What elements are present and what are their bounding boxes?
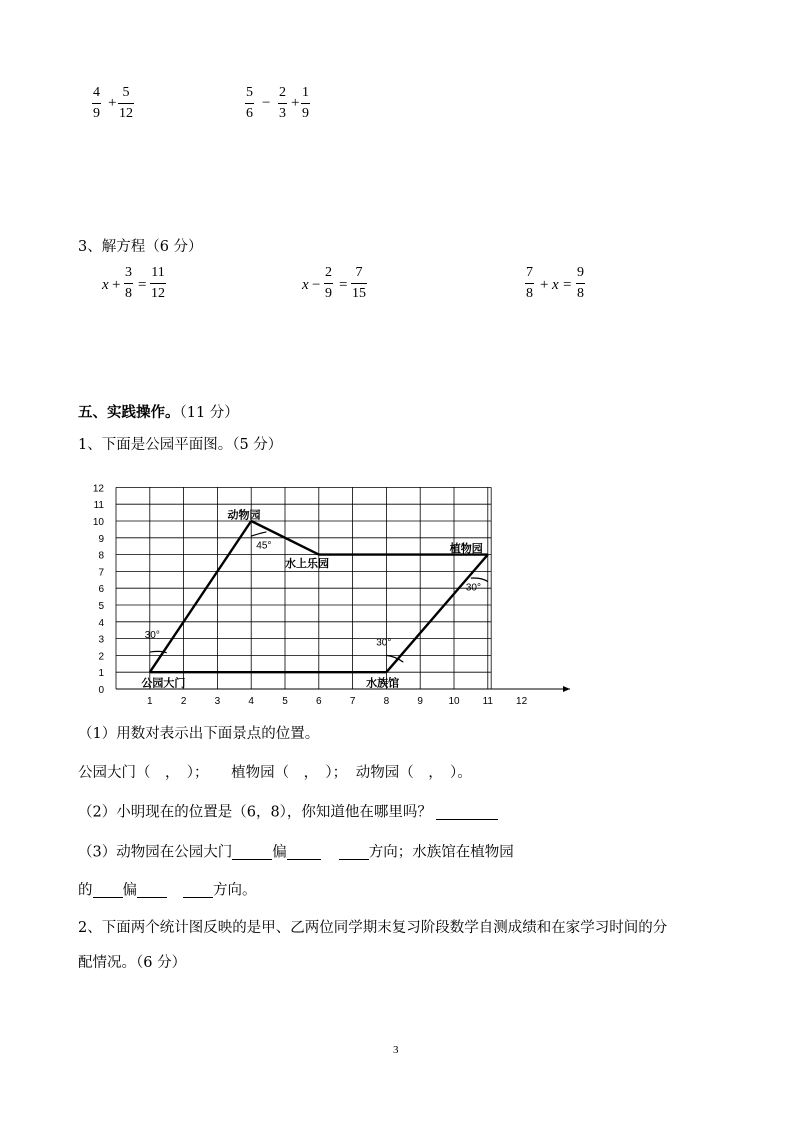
sub-question-2 <box>78 805 498 820</box>
fraction: $\frac{11}{12}$ <box>151 265 165 301</box>
answer-blank[interactable] <box>93 883 123 898</box>
fraction: $\frac{9}{8}$ <box>577 265 584 301</box>
place-label: 水族馆 <box>366 677 400 690</box>
y-tick-label: 2 <box>98 651 104 663</box>
y-tick-label: 8 <box>98 550 104 562</box>
place-label: 植物园 <box>449 543 483 556</box>
park-map-chart <box>80 470 580 710</box>
botanical-garden-coordinate-label: 植物园（ ， ）； <box>231 765 348 781</box>
fraction: $\frac{5}{6}$ <box>246 85 253 121</box>
sub-question-2-text: （2）小明现在的位置是（6，8），你知道他在哪里吗？ <box>78 804 432 821</box>
x-tick-label: 6 <box>316 696 322 707</box>
direction-word: 偏 <box>122 882 137 899</box>
angle-label: 30° <box>376 637 392 649</box>
operator: + <box>291 95 300 111</box>
x-tick-label: 4 <box>248 696 254 707</box>
variable: x <box>302 277 309 293</box>
y-tick-label: 9 <box>98 533 104 545</box>
operator: − <box>262 95 271 111</box>
sub-question-3-text-2: 方向；水族馆在植物园 <box>368 844 514 861</box>
angle-arc <box>471 578 488 582</box>
sub-question-3b-text-2: 方向。 <box>213 882 257 899</box>
x-tick-label: 1 <box>147 696 153 707</box>
x-tick-label: 9 <box>417 696 423 707</box>
equals: = <box>339 277 348 293</box>
problem-1-title: 1、下面是公园平面图。（5 分） <box>78 437 283 453</box>
fraction: $\frac{4}{9}$ <box>93 85 100 121</box>
y-tick-label: 6 <box>98 584 104 596</box>
x-tick-label: 12 <box>516 696 528 707</box>
sub-question-1: （1）用数对表示出下面景点的位置。 <box>78 726 320 742</box>
operator: + <box>540 277 549 293</box>
y-tick-label: 11 <box>93 500 104 512</box>
problem-2-line-2: 配情况。（6 分） <box>78 955 187 971</box>
sub-question-3 <box>78 845 514 860</box>
zoo-coordinate-label: 动物园（ ， ）。 <box>355 765 472 781</box>
x-tick-label: 10 <box>448 696 460 707</box>
sub-question-3b-text: 的 <box>78 882 93 899</box>
route-segment <box>386 555 487 673</box>
fraction: $\frac{7}{15}$ <box>352 265 366 301</box>
fraction: $\frac{1}{9}$ <box>302 85 309 121</box>
answer-blank[interactable] <box>232 845 272 860</box>
operator: + <box>112 277 121 293</box>
fraction: $\frac{5}{12}$ <box>119 85 133 121</box>
angle-label: 45° <box>256 540 272 552</box>
x-tick-label: 3 <box>214 696 221 707</box>
angle-label: 30° <box>144 629 160 641</box>
route-segment <box>150 521 251 672</box>
x-tick-label: 7 <box>349 696 356 707</box>
place-label: 动物园 <box>227 509 261 522</box>
section-5-score: （11 分） <box>179 405 239 421</box>
place-label: 公园大门 <box>141 677 186 690</box>
sub-question-3-text: （3）动物园在公园大门 <box>78 844 233 861</box>
x-tick-label: 8 <box>383 696 390 707</box>
sub-question-1-line <box>78 766 472 781</box>
operator: − <box>312 277 321 293</box>
angle-label: 30° <box>465 582 481 594</box>
y-tick-label: 4 <box>98 617 104 629</box>
fraction: $\frac{2}{9}$ <box>325 265 332 301</box>
page-number: 3 <box>393 1044 399 1056</box>
fraction: $\frac{2}{3}$ <box>279 85 286 121</box>
y-tick-label: 7 <box>98 567 104 579</box>
equals: = <box>563 277 572 293</box>
variable: x <box>102 277 109 293</box>
y-tick-label: 3 <box>98 634 104 646</box>
fraction: $\frac{3}{8}$ <box>125 265 132 301</box>
sub-question-3-continued <box>78 883 257 898</box>
y-tick-label: 1 <box>98 668 104 680</box>
variable: x <box>552 277 559 293</box>
x-tick-label: 5 <box>282 696 288 707</box>
x-tick-label: 11 <box>482 696 493 707</box>
problem-2-line-1: 2、下面两个统计图反映的是甲、乙两位同学期末复习阶段数学自测成绩和在家学习时间的分 <box>78 920 668 936</box>
angle-arc <box>251 532 266 536</box>
question-3-title: 3、解方程（6 分） <box>78 239 203 255</box>
y-tick-label: 12 <box>92 483 104 495</box>
x-tick-label: 2 <box>180 696 187 707</box>
section-5-heading <box>78 406 239 421</box>
x-axis-arrow-icon <box>563 686 570 692</box>
answer-blank[interactable] <box>287 845 321 860</box>
equals: = <box>138 277 147 293</box>
fraction: $\frac{7}{8}$ <box>526 265 533 301</box>
y-tick-label: 0 <box>98 685 104 696</box>
park-gate-coordinate-label: 公园大门（ ， ）； <box>78 765 209 781</box>
section-5-title: 五、实践操作。 <box>78 404 180 421</box>
answer-blank[interactable] <box>137 883 167 898</box>
direction-word: 偏 <box>272 844 287 861</box>
answer-blank[interactable] <box>339 845 369 860</box>
answer-blank[interactable] <box>436 805 498 820</box>
place-label: 水上乐园 <box>285 558 329 571</box>
y-tick-label: 5 <box>98 601 104 612</box>
operator: + <box>108 95 117 111</box>
answer-blank[interactable] <box>183 883 213 898</box>
y-tick-label: 10 <box>92 517 104 528</box>
